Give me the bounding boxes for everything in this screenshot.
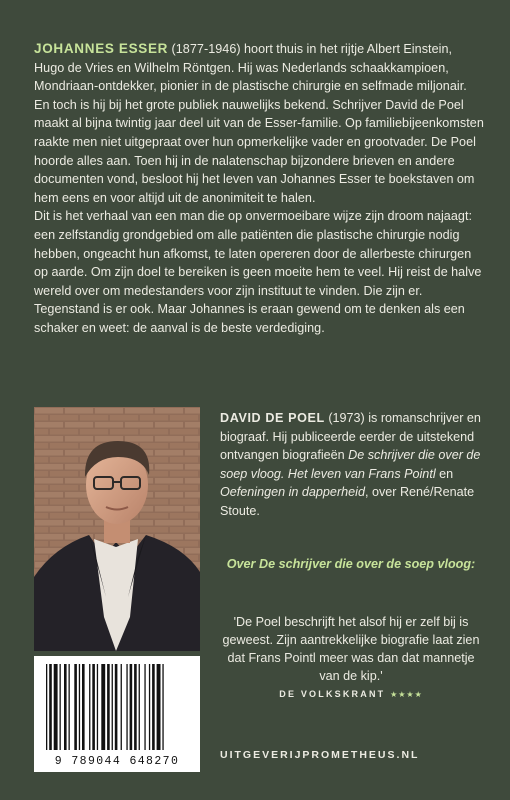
author-photo xyxy=(34,407,200,651)
barcode-bar xyxy=(149,664,150,750)
barcode-bar xyxy=(139,664,140,750)
back-cover-description xyxy=(34,40,484,338)
book-title: Oefeningen in dapperheid xyxy=(220,485,365,500)
barcode-bar xyxy=(54,664,58,750)
barcode-bar xyxy=(162,664,163,750)
barcode-bar xyxy=(134,664,137,750)
isbn-number: 9 789044 648270 xyxy=(54,755,180,768)
barcode-bar xyxy=(97,664,98,750)
story-paragraph: Dit is het verhaal van een man die op onvermoeibare wijze zijn droom najaagt: een zelfstandig grondgebied om alle patiënten die plastische chirurgie nodig hebben, ongeacht hun afkomst, te laten opereren door de allerbeste chirurgen op aarde. Om zijn doel te bereiken is geen moeite hem te veel. Hij reist de halve wereld over om medestanders voor zijn instituut te vinden. Die zijn er. Tegenstand is er ook. Maar Johannes is eraan gewend om te denken als een schaker en weet: de aanval is de beste verdediging. xyxy=(34,209,482,335)
book-title: De schrijver die over de soep vloog. Het leven van Frans Pointl xyxy=(220,448,481,481)
barcode-bar xyxy=(101,664,105,750)
barcode-bar xyxy=(64,664,67,750)
barcode-bar xyxy=(144,664,145,750)
barcode-bar xyxy=(89,664,90,750)
barcode-bar xyxy=(49,664,52,750)
rating-stars: ★★★★ xyxy=(390,690,423,699)
barcode-bar xyxy=(69,664,70,750)
review-quote: 'De Poel beschrijft het alsof hij er zelf bij is geweest. Zijn aantrekkelijke biografie laat zien dat Frans Pointl meer was dan dat mannetje van de kip.' xyxy=(222,615,480,683)
barcode-bar xyxy=(112,664,113,750)
barcode xyxy=(34,656,200,772)
barcode-bar xyxy=(157,664,161,750)
barcode-bar xyxy=(46,664,47,750)
barcode-bar xyxy=(121,664,122,750)
publisher-website: UITGEVERIJPROMETHEUS.NL xyxy=(220,749,420,761)
barcode-bar xyxy=(79,664,80,750)
barcode-bar xyxy=(92,664,95,750)
quote-heading: Over De schrijver die over de soep vloog: xyxy=(226,557,476,571)
barcode-bar xyxy=(60,664,61,750)
barcode-bar xyxy=(82,664,85,750)
barcode-bar xyxy=(152,664,155,750)
author-name: DAVID DE POEL xyxy=(220,411,325,425)
barcode-bar xyxy=(107,664,110,750)
intro-paragraph: JOHANNES ESSER (1877-1946) hoort thuis in het rijtje Albert Einstein, Hugo de Vries en Wilhelm Röntgen. Hij was Nederlands schaakkampioen, Mondriaan-ontdekker, pionier in de plastische chirurgie en selfmade miljonair. En toch is hij bij het grote publiek nauwelijks bekend. Schrijver David de Poel maakt al bijna twintig jaar deel uit van de Esser-familie. Op familiebijeenkomsten raakte men niet uitgepraat over hun opmerkelijke vader en grootvader. De Poel hoorde alles aan. Toen hij in de nalatenschap bijzondere brieven en andere documenten vond, besloot hij het leven van Johannes Esser te boekstaven om hem eens en voor altijd uit de anonimiteit te halen. xyxy=(34,41,484,205)
subject-name: JOHANNES ESSER xyxy=(34,41,169,56)
barcode-bar xyxy=(130,664,133,750)
review-source: DE VOLKSKRANT ★★★★ xyxy=(279,689,423,699)
barcode-bar xyxy=(115,664,118,750)
barcode-bar xyxy=(74,664,77,750)
barcode-bar xyxy=(126,664,127,750)
author-bio: DAVID DE POEL (1973) is romanschrijver en biograaf. Hij publiceerde eerder de uitstekend ontvangen biografieën De schrijver die over de soep vloog. Het leven van Frans Pointl en Oefeningen in dapperheid, over René/Renate Stoute. xyxy=(220,411,481,518)
